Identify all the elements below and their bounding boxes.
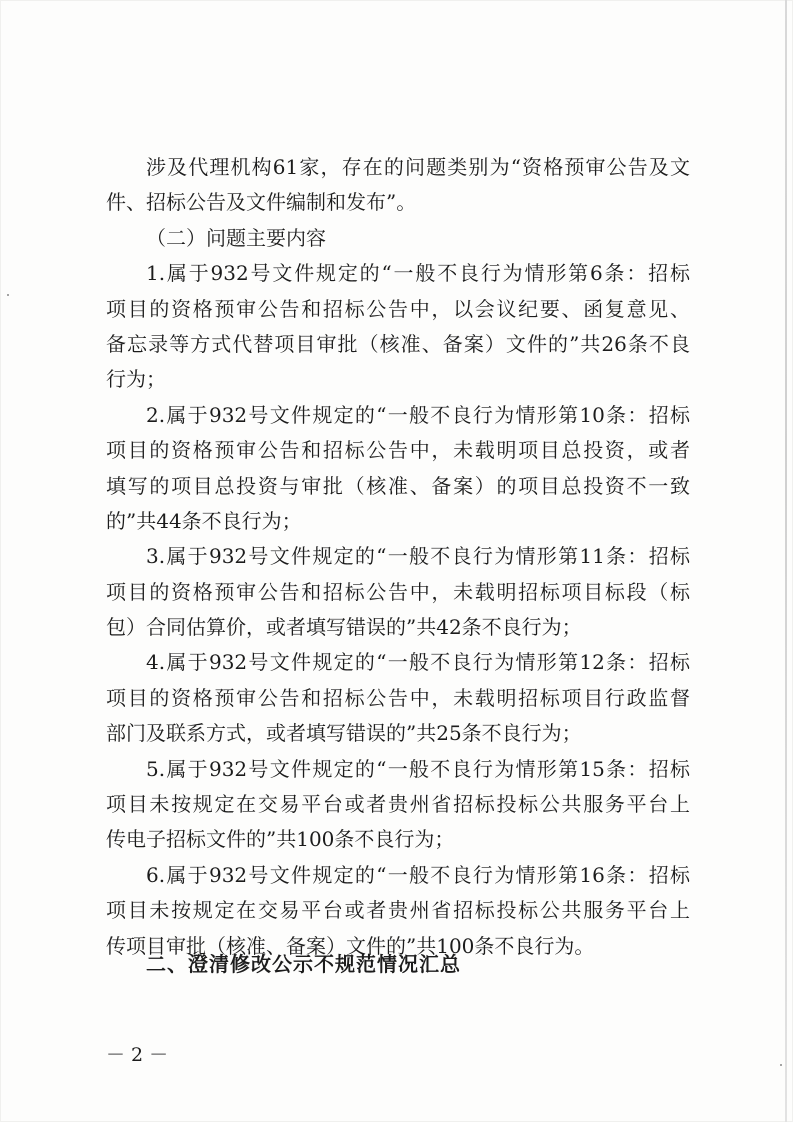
paragraph-line: 包）合同估算价，或者填写错误的”共42条不良行为；	[106, 615, 582, 640]
scan-speck	[7, 294, 9, 296]
document-body	[106, 150, 690, 964]
paragraph-line: 项目未按规定在交易平台或者贵州省招标投标公共服务平台上	[106, 792, 690, 817]
page-number: － 2 －	[106, 1044, 169, 1066]
paragraph-line: 传电子招标文件的”共100条不良行为；	[106, 827, 455, 852]
paragraph-line: 6.属于932号文件规定的“一般不良行为情形第16条：招标	[146, 862, 690, 887]
section-heading: 二、澄清修改公示不规范情况汇总	[146, 952, 461, 976]
paragraph-line: 涉及代理机构61家，存在的问题类别为“资格预审公告及文	[146, 155, 690, 179]
paragraph-line: 部门及联系方式，或者填写错误的”共25条不良行为；	[106, 721, 582, 746]
paragraph-line: 备忘录等方式代替项目审批（核准、备案）文件的”共26条不良	[106, 331, 690, 356]
paragraph-line: 的”共44条不良行为；	[106, 508, 302, 533]
paragraph-line: 项目的资格预审公告和招标公告中，未载明招标项目行政监督	[106, 685, 690, 710]
scan-speck	[780, 1064, 782, 1066]
paragraph-line: 4.属于932号文件规定的“一般不良行为情形第12条：招标	[146, 650, 690, 675]
paragraph-line: 填写的项目总投资与审批（核准、备案）的项目总投资不一致	[106, 473, 690, 498]
paragraph-line: 项目的资格预审公告和招标公告中，未载明项目总投资，或者	[106, 438, 690, 463]
paragraph-line: 项目的资格预审公告和招标公告中，未载明招标项目标段（标	[106, 579, 690, 604]
paragraph-line: 3.属于932号文件规定的“一般不良行为情形第11条：招标	[146, 544, 690, 569]
paragraph-line: 项目未按规定在交易平台或者贵州省招标投标公共服务平台上	[106, 898, 690, 923]
subsection-heading: （二）问题主要内容	[146, 225, 326, 250]
paragraph-line: 项目的资格预审公告和招标公告中，以会议纪要、函复意见、	[106, 296, 690, 321]
paragraph-line: 1.属于932号文件规定的“一般不良行为情形第6条：招标	[146, 261, 690, 286]
paragraph-line: 件、招标公告及文件编制和发布”。	[106, 190, 417, 215]
paragraph-line: 行为；	[106, 367, 166, 392]
paragraph-line: 2.属于932号文件规定的“一般不良行为情形第10条：招标	[146, 402, 690, 427]
page-edge-shadow	[785, 0, 787, 1122]
paragraph-line: 5.属于932号文件规定的“一般不良行为情形第15条：招标	[146, 756, 690, 781]
paragraph-line: 传项目审批（核准、备案）文件的”共100条不良行为。	[106, 933, 595, 958]
